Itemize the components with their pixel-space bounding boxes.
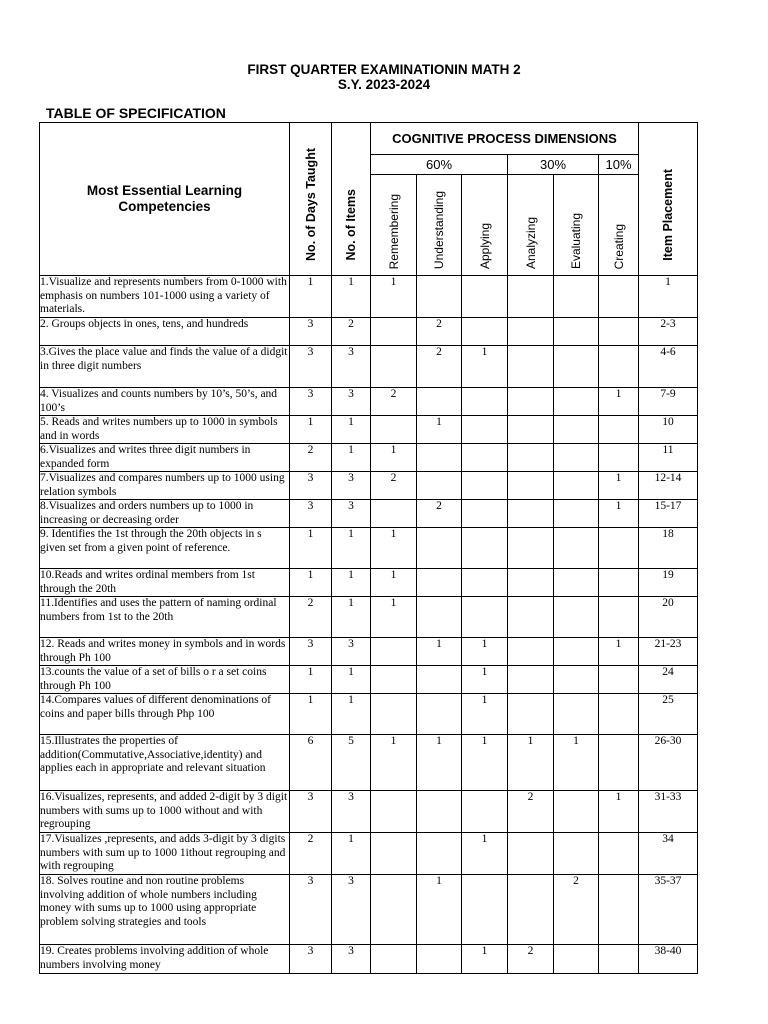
days-taught-cell: 1 (290, 528, 332, 569)
competency-cell: 17.Visualizes ,represents, and adds 3-digit by 3 digits numbers with sum up to 1000 1ithout regrouping and with regrouping (40, 833, 290, 875)
applying-cell (462, 472, 508, 500)
evaluating-cell (554, 638, 599, 666)
competency-cell: 12. Reads and writes money in symbols and in words through Ph 100 (40, 638, 290, 666)
days-taught-cell: 3 (290, 346, 332, 388)
analyzing-cell (508, 318, 554, 346)
item-placement-header: Item Placement (639, 123, 698, 276)
understanding-cell: 2 (417, 500, 462, 528)
analyzing-cell (508, 638, 554, 666)
percent-60: 60% (371, 155, 508, 175)
items-count-cell: 1 (332, 569, 371, 597)
evaluating-cell (554, 346, 599, 388)
creating-cell (599, 528, 639, 569)
item-placement-cell: 7-9 (639, 388, 698, 416)
item-placement-cell: 34 (639, 833, 698, 875)
table-row (40, 791, 698, 833)
items-count-cell: 1 (332, 597, 371, 638)
remembering-cell (371, 945, 417, 974)
understanding-cell (417, 444, 462, 472)
days-taught-cell: 3 (290, 638, 332, 666)
item-placement-cell: 20 (639, 597, 698, 638)
creating-cell (599, 945, 639, 974)
understanding-cell: 1 (417, 638, 462, 666)
days-taught-cell: 2 (290, 833, 332, 875)
creating-cell: 1 (599, 472, 639, 500)
creating-cell: 1 (599, 500, 639, 528)
items-count-cell: 1 (332, 444, 371, 472)
analyzing-cell (508, 276, 554, 318)
table-row (40, 597, 698, 638)
analyzing-cell (508, 597, 554, 638)
days-taught-cell: 6 (290, 735, 332, 791)
remembering-cell (371, 638, 417, 666)
understanding-cell (417, 472, 462, 500)
applying-cell: 1 (462, 666, 508, 694)
creating-cell: 1 (599, 388, 639, 416)
dimension-evaluating: Evaluating (554, 175, 599, 276)
evaluating-cell (554, 528, 599, 569)
competency-cell: 2. Groups objects in ones, tens, and hundreds (40, 318, 290, 346)
analyzing-cell: 2 (508, 791, 554, 833)
remembering-cell (371, 833, 417, 875)
table-title: TABLE OF SPECIFICATION (46, 105, 226, 121)
evaluating-cell (554, 833, 599, 875)
items-count-cell: 5 (332, 735, 371, 791)
table-row (40, 694, 698, 735)
item-placement-cell: 31-33 (639, 791, 698, 833)
understanding-cell (417, 666, 462, 694)
analyzing-cell (508, 528, 554, 569)
evaluating-cell (554, 444, 599, 472)
understanding-cell: 1 (417, 416, 462, 444)
understanding-cell (417, 791, 462, 833)
remembering-cell (371, 791, 417, 833)
days-taught-cell: 3 (290, 791, 332, 833)
items-count-cell: 1 (332, 666, 371, 694)
evaluating-cell: 1 (554, 735, 599, 791)
understanding-cell: 2 (417, 346, 462, 388)
understanding-cell (417, 569, 462, 597)
creating-cell (599, 276, 639, 318)
school-year: S.Y. 2023-2024 (337, 77, 431, 92)
analyzing-cell (508, 875, 554, 945)
creating-cell (599, 569, 639, 597)
item-placement-cell: 4-6 (639, 346, 698, 388)
table-row (40, 833, 698, 875)
applying-cell: 1 (462, 638, 508, 666)
understanding-cell: 1 (417, 735, 462, 791)
creating-cell (599, 735, 639, 791)
items-count-cell: 1 (332, 416, 371, 444)
competency-cell: 14.Compares values of different denominations of coins and paper bills through Php 100 (40, 694, 290, 735)
creating-cell: 1 (599, 638, 639, 666)
evaluating-cell (554, 597, 599, 638)
applying-cell (462, 416, 508, 444)
competency-cell: 15.Illustrates the properties of addition(Commutative,Associative,identity) and applies each in appropriate and relevant situation (40, 735, 290, 791)
number-of-items-header: No. of Items (332, 123, 371, 276)
exam-title: FIRST QUARTER EXAMINATIONIN MATH 2 (247, 62, 521, 77)
applying-cell (462, 500, 508, 528)
items-count-cell: 3 (332, 500, 371, 528)
analyzing-cell (508, 694, 554, 735)
evaluating-cell (554, 472, 599, 500)
understanding-cell (417, 694, 462, 735)
remembering-cell (371, 875, 417, 945)
items-count-cell: 3 (332, 638, 371, 666)
days-taught-cell: 1 (290, 276, 332, 318)
applying-cell (462, 318, 508, 346)
table-row (40, 276, 698, 318)
table-row (40, 346, 698, 388)
item-placement-cell: 18 (639, 528, 698, 569)
item-placement-cell: 2-3 (639, 318, 698, 346)
remembering-cell (371, 416, 417, 444)
table-row (40, 472, 698, 500)
competency-cell: 1.Visualize and represents numbers from 0-1000 with emphasis on numbers 101-1000 using a variety of materials. (40, 276, 290, 318)
items-count-cell: 3 (332, 945, 371, 974)
items-count-cell: 1 (332, 833, 371, 875)
item-placement-cell: 35-37 (639, 875, 698, 945)
understanding-cell (417, 945, 462, 974)
evaluating-cell (554, 500, 599, 528)
creating-cell (599, 318, 639, 346)
days-taught-cell: 3 (290, 945, 332, 974)
item-placement-cell: 11 (639, 444, 698, 472)
table-row (40, 388, 698, 416)
remembering-cell: 1 (371, 569, 417, 597)
remembering-cell (371, 694, 417, 735)
item-placement-cell: 21-23 (639, 638, 698, 666)
evaluating-cell (554, 388, 599, 416)
applying-cell (462, 444, 508, 472)
competency-cell: 3.Gives the place value and finds the value of a didgit in three digit numbers (40, 346, 290, 388)
dimension-understanding: Understanding (417, 175, 462, 276)
item-placement-cell: 10 (639, 416, 698, 444)
competency-cell: 5. Reads and writes numbers up to 1000 in symbols and in words (40, 416, 290, 444)
creating-cell (599, 416, 639, 444)
table-row (40, 416, 698, 444)
analyzing-cell (508, 472, 554, 500)
item-placement-cell: 19 (639, 569, 698, 597)
remembering-cell: 1 (371, 528, 417, 569)
applying-cell (462, 875, 508, 945)
analyzing-cell (508, 666, 554, 694)
applying-cell: 1 (462, 346, 508, 388)
competency-cell: 18. Solves routine and non routine problems involving addition of whole numbers including money with sums up to 1000 using appropriate problem solving strategies and tools (40, 875, 290, 945)
remembering-cell: 1 (371, 276, 417, 318)
applying-cell: 1 (462, 833, 508, 875)
evaluating-cell (554, 694, 599, 735)
table-row (40, 318, 698, 346)
competencies-header: Most Essential Learning Competencies (40, 123, 290, 276)
applying-cell: 1 (462, 694, 508, 735)
understanding-cell (417, 388, 462, 416)
items-count-cell: 3 (332, 791, 371, 833)
creating-cell (599, 444, 639, 472)
items-count-cell: 1 (332, 276, 371, 318)
applying-cell (462, 276, 508, 318)
creating-cell (599, 833, 639, 875)
evaluating-cell (554, 416, 599, 444)
understanding-cell (417, 597, 462, 638)
evaluating-cell (554, 276, 599, 318)
item-placement-cell: 38-40 (639, 945, 698, 974)
competency-cell: 4. Visualizes and counts numbers by 10’s, 50’s, and 100’s (40, 388, 290, 416)
table-row (40, 666, 698, 694)
table-row (40, 444, 698, 472)
creating-cell (599, 875, 639, 945)
analyzing-cell (508, 388, 554, 416)
evaluating-cell (554, 666, 599, 694)
evaluating-cell (554, 318, 599, 346)
table-row (40, 735, 698, 791)
days-taught-cell: 1 (290, 569, 332, 597)
dimension-remembering: Remembering (371, 175, 417, 276)
competency-cell: 9. Identifies the 1st through the 20th objects in s given set from a given point of reference. (40, 528, 290, 569)
days-taught-cell: 3 (290, 500, 332, 528)
competency-cell: 11.Identifies and uses the pattern of naming ordinal numbers from 1st to the 20th (40, 597, 290, 638)
days-taught-cell: 3 (290, 318, 332, 346)
dimension-applying: Applying (462, 175, 508, 276)
remembering-cell: 2 (371, 388, 417, 416)
competency-cell: 13.counts the value of a set of bills o r a set coins through Ph 100 (40, 666, 290, 694)
table-row (40, 875, 698, 945)
remembering-cell: 1 (371, 735, 417, 791)
dimension-creating: Creating (599, 175, 639, 276)
remembering-cell: 1 (371, 444, 417, 472)
table-row (40, 638, 698, 666)
remembering-cell (371, 346, 417, 388)
evaluating-cell (554, 791, 599, 833)
evaluating-cell: 2 (554, 875, 599, 945)
table-row (40, 945, 698, 974)
understanding-cell: 2 (417, 318, 462, 346)
understanding-cell (417, 528, 462, 569)
competency-cell: 19. Creates problems involving addition of whole numbers involving money (40, 945, 290, 974)
days-taught-cell: 1 (290, 694, 332, 735)
understanding-cell (417, 276, 462, 318)
item-placement-cell: 15-17 (639, 500, 698, 528)
remembering-cell (371, 666, 417, 694)
dimension-analyzing: Analyzing (508, 175, 554, 276)
analyzing-cell (508, 346, 554, 388)
creating-cell (599, 597, 639, 638)
items-count-cell: 3 (332, 472, 371, 500)
analyzing-cell (508, 416, 554, 444)
specification-table (39, 122, 698, 974)
applying-cell: 1 (462, 735, 508, 791)
analyzing-cell (508, 833, 554, 875)
competency-cell: 10.Reads and writes ordinal members from 1st through the 20th (40, 569, 290, 597)
applying-cell (462, 528, 508, 569)
applying-cell (462, 791, 508, 833)
creating-cell: 1 (599, 791, 639, 833)
days-taught-cell: 1 (290, 666, 332, 694)
creating-cell (599, 346, 639, 388)
days-taught-cell: 2 (290, 597, 332, 638)
days-taught-cell: 3 (290, 388, 332, 416)
days-taught-cell: 1 (290, 416, 332, 444)
applying-cell (462, 569, 508, 597)
items-count-cell: 3 (332, 346, 371, 388)
analyzing-cell: 1 (508, 735, 554, 791)
days-taught-cell: 3 (290, 875, 332, 945)
table-row (40, 528, 698, 569)
analyzing-cell: 2 (508, 945, 554, 974)
days-taught-cell: 3 (290, 472, 332, 500)
items-count-cell: 3 (332, 388, 371, 416)
item-placement-cell: 12-14 (639, 472, 698, 500)
applying-cell (462, 388, 508, 416)
item-placement-cell: 1 (639, 276, 698, 318)
items-count-cell: 2 (332, 318, 371, 346)
competency-rows (40, 276, 698, 974)
days-taught-header: No. of Days Taught (290, 123, 332, 276)
items-count-cell: 3 (332, 875, 371, 945)
items-count-cell: 1 (332, 528, 371, 569)
percent-10: 10% (599, 155, 639, 175)
creating-cell (599, 694, 639, 735)
days-taught-cell: 2 (290, 444, 332, 472)
items-count-cell: 1 (332, 694, 371, 735)
item-placement-cell: 25 (639, 694, 698, 735)
table-row (40, 569, 698, 597)
competency-cell: 16.Visualizes, represents, and added 2-digit by 3 digit numbers with sums up to 1000 without and with regrouping (40, 791, 290, 833)
remembering-cell: 2 (371, 472, 417, 500)
analyzing-cell (508, 500, 554, 528)
table-row (40, 500, 698, 528)
competency-cell: 6.Visualizes and writes three digit numbers in expanded form (40, 444, 290, 472)
competency-cell: 7.Visualizes and compares numbers up to 1000 using relation symbols (40, 472, 290, 500)
understanding-cell: 1 (417, 875, 462, 945)
item-placement-cell: 24 (639, 666, 698, 694)
applying-cell (462, 597, 508, 638)
creating-cell (599, 666, 639, 694)
evaluating-cell (554, 569, 599, 597)
evaluating-cell (554, 945, 599, 974)
cognitive-dimensions-header: COGNITIVE PROCESS DIMENSIONS (371, 123, 639, 155)
item-placement-cell: 26-30 (639, 735, 698, 791)
analyzing-cell (508, 444, 554, 472)
applying-cell: 1 (462, 945, 508, 974)
analyzing-cell (508, 569, 554, 597)
remembering-cell: 1 (371, 597, 417, 638)
remembering-cell (371, 500, 417, 528)
remembering-cell (371, 318, 417, 346)
percent-30: 30% (508, 155, 599, 175)
competency-cell: 8.Visualizes and orders numbers up to 1000 in increasing or decreasing order (40, 500, 290, 528)
understanding-cell (417, 833, 462, 875)
